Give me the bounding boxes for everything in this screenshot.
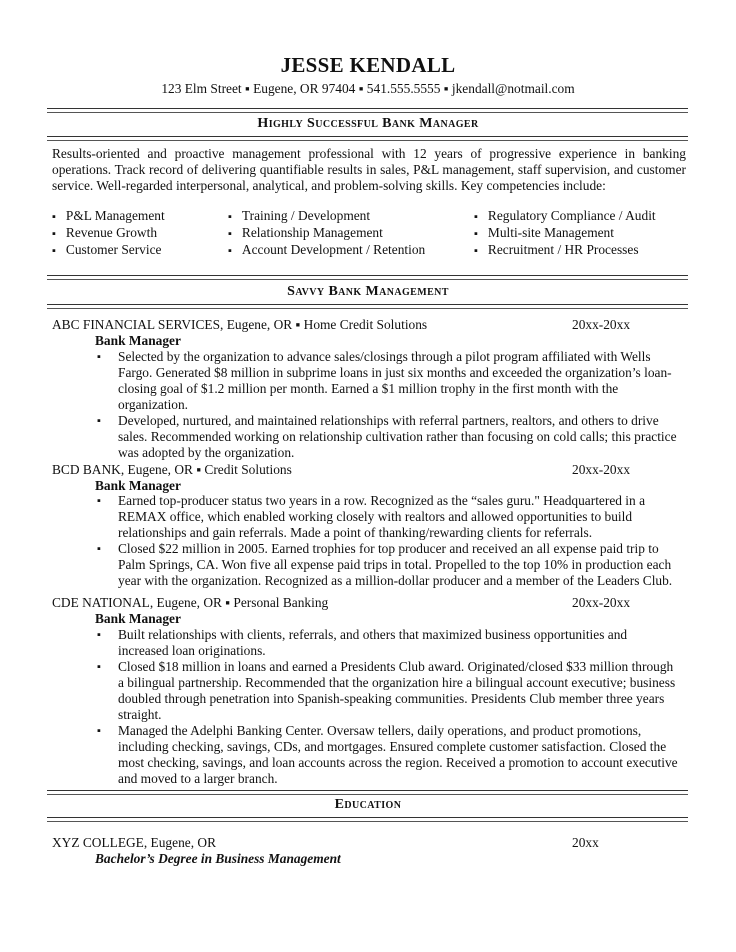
job-bullet: ▪ Developed, nurtured, and maintained relationships with referral partners, realtors, and others to drive sales. Recommended working on relationship cultivation rather than focusing on cold calls; this practice was adopted by the organization.	[95, 413, 678, 461]
job-company: ABC FINANCIAL SERVICES, Eugene, OR ▪ Home Credit Solutions	[52, 317, 428, 332]
job-bullets	[95, 493, 678, 589]
degree-name: Bachelor’s Degree in Business Management	[95, 851, 341, 866]
job-bullets	[95, 627, 678, 787]
school-name: XYZ COLLEGE, Eugene, OR	[52, 835, 217, 850]
education-year: 20xx	[572, 835, 599, 850]
competency-item: ▪ Multi-site Management	[474, 225, 656, 242]
summary-paragraph: Results-oriented and proactive management professional with 12 years of progressive experience in banking operations. Track record of delivering quantifiable results in sales, P&L management, staff supervision, and customer service. Well-regarded interpersonal, analytical, and problem-solving skills. Key competencies include:	[52, 146, 686, 193]
job-company: CDE NATIONAL, Eugene, OR ▪ Personal Banking	[52, 595, 329, 610]
job-title: Bank Manager	[95, 611, 181, 626]
candidate-name: JESSE KENDALL	[280, 53, 456, 77]
job-dates: 20xx-20xx	[572, 317, 631, 332]
job-bullet: ▪ Earned top-producer status two years in a row. Recognized as the “sales guru." Headquartered in a REMAX office, which enabled working closely with realtors and allowed opportunities to build relationships and gain referrals. Made a point of thanking/rewarding clients for referrals.	[95, 493, 678, 541]
job-bullet: ▪ Selected by the organization to advance sales/closings through a pilot program affiliated with Wells Fargo. Generated $8 million in subprime loans in just six months and exceeded the organization’s loan-closing goal of $1.2 million per month. Earned a $1 million trophy in the first month with the organization.	[95, 349, 678, 413]
competency-item: ▪ Relationship Management	[228, 225, 425, 242]
job-header	[52, 595, 660, 611]
job-bullet: ▪ Closed $18 million in loans and earned a Presidents Club award. Originated/closed $33 million through a bilingual partnership. Recommended that the organization hire a bilingual account executive; business doubled through penetration into Spanish-speaking communities. Presidents Club member three years straight.	[95, 659, 678, 723]
job-bullet: ▪ Managed the Adelphi Banking Center. Oversaw tellers, daily operations, and product promotions, including checking, savings, CDs, and mortgages. Ensured complete customer satisfaction. Closed the most checking, savings, and loan accounts across the region. Received a promotion to account executive and moved to a larger branch.	[95, 723, 678, 787]
job-bullets	[95, 349, 678, 461]
competency-item: ▪ Account Development / Retention	[228, 242, 425, 259]
competency-item: ▪ Customer Service	[52, 242, 165, 259]
job-header	[52, 462, 660, 478]
competency-item: ▪ Regulatory Compliance / Audit	[474, 208, 656, 225]
headline-title: Highly Successful Bank Manager	[257, 116, 479, 131]
competency-item: ▪ Revenue Growth	[52, 225, 165, 242]
job-bullet: ▪ Closed $22 million in 2005. Earned trophies for top producer and received an all expense paid trip to Palm Springs, CA. Won five all expense paid trips in total. Propelled to the top 10% in production each year with the organization. Recognized as a million-dollar producer and a member of the Leaders Club.	[95, 541, 678, 589]
education-title: Education	[334, 797, 402, 812]
competency-column-2	[228, 208, 425, 259]
section-divider	[47, 275, 688, 280]
section-divider	[47, 108, 688, 113]
section-divider	[47, 136, 688, 141]
section-divider	[47, 790, 688, 795]
competency-item: ▪ P&L Management	[52, 208, 165, 225]
job-company: BCD BANK, Eugene, OR ▪ Credit Solutions	[52, 462, 292, 477]
job-bullet: ▪ Built relationships with clients, referrals, and others that maximized business opportunities and increased loan originations.	[95, 627, 678, 659]
job-title: Bank Manager	[95, 333, 181, 348]
job-title: Bank Manager	[95, 478, 181, 493]
experience-title: Savvy Bank Management	[287, 284, 449, 299]
education-header	[52, 835, 660, 851]
competency-column-1	[52, 208, 165, 259]
job-header	[52, 317, 660, 333]
competency-item: ▪ Recruitment / HR Processes	[474, 242, 656, 259]
competency-item: ▪ Training / Development	[228, 208, 425, 225]
competency-column-3	[474, 208, 656, 259]
section-divider	[47, 817, 688, 822]
contact-line: 123 Elm Street ▪ Eugene, OR 97404 ▪ 541.555.5555 ▪ jkendall@notmail.com	[161, 81, 575, 96]
section-divider	[47, 304, 688, 309]
job-dates: 20xx-20xx	[572, 462, 631, 477]
job-dates: 20xx-20xx	[572, 595, 631, 610]
